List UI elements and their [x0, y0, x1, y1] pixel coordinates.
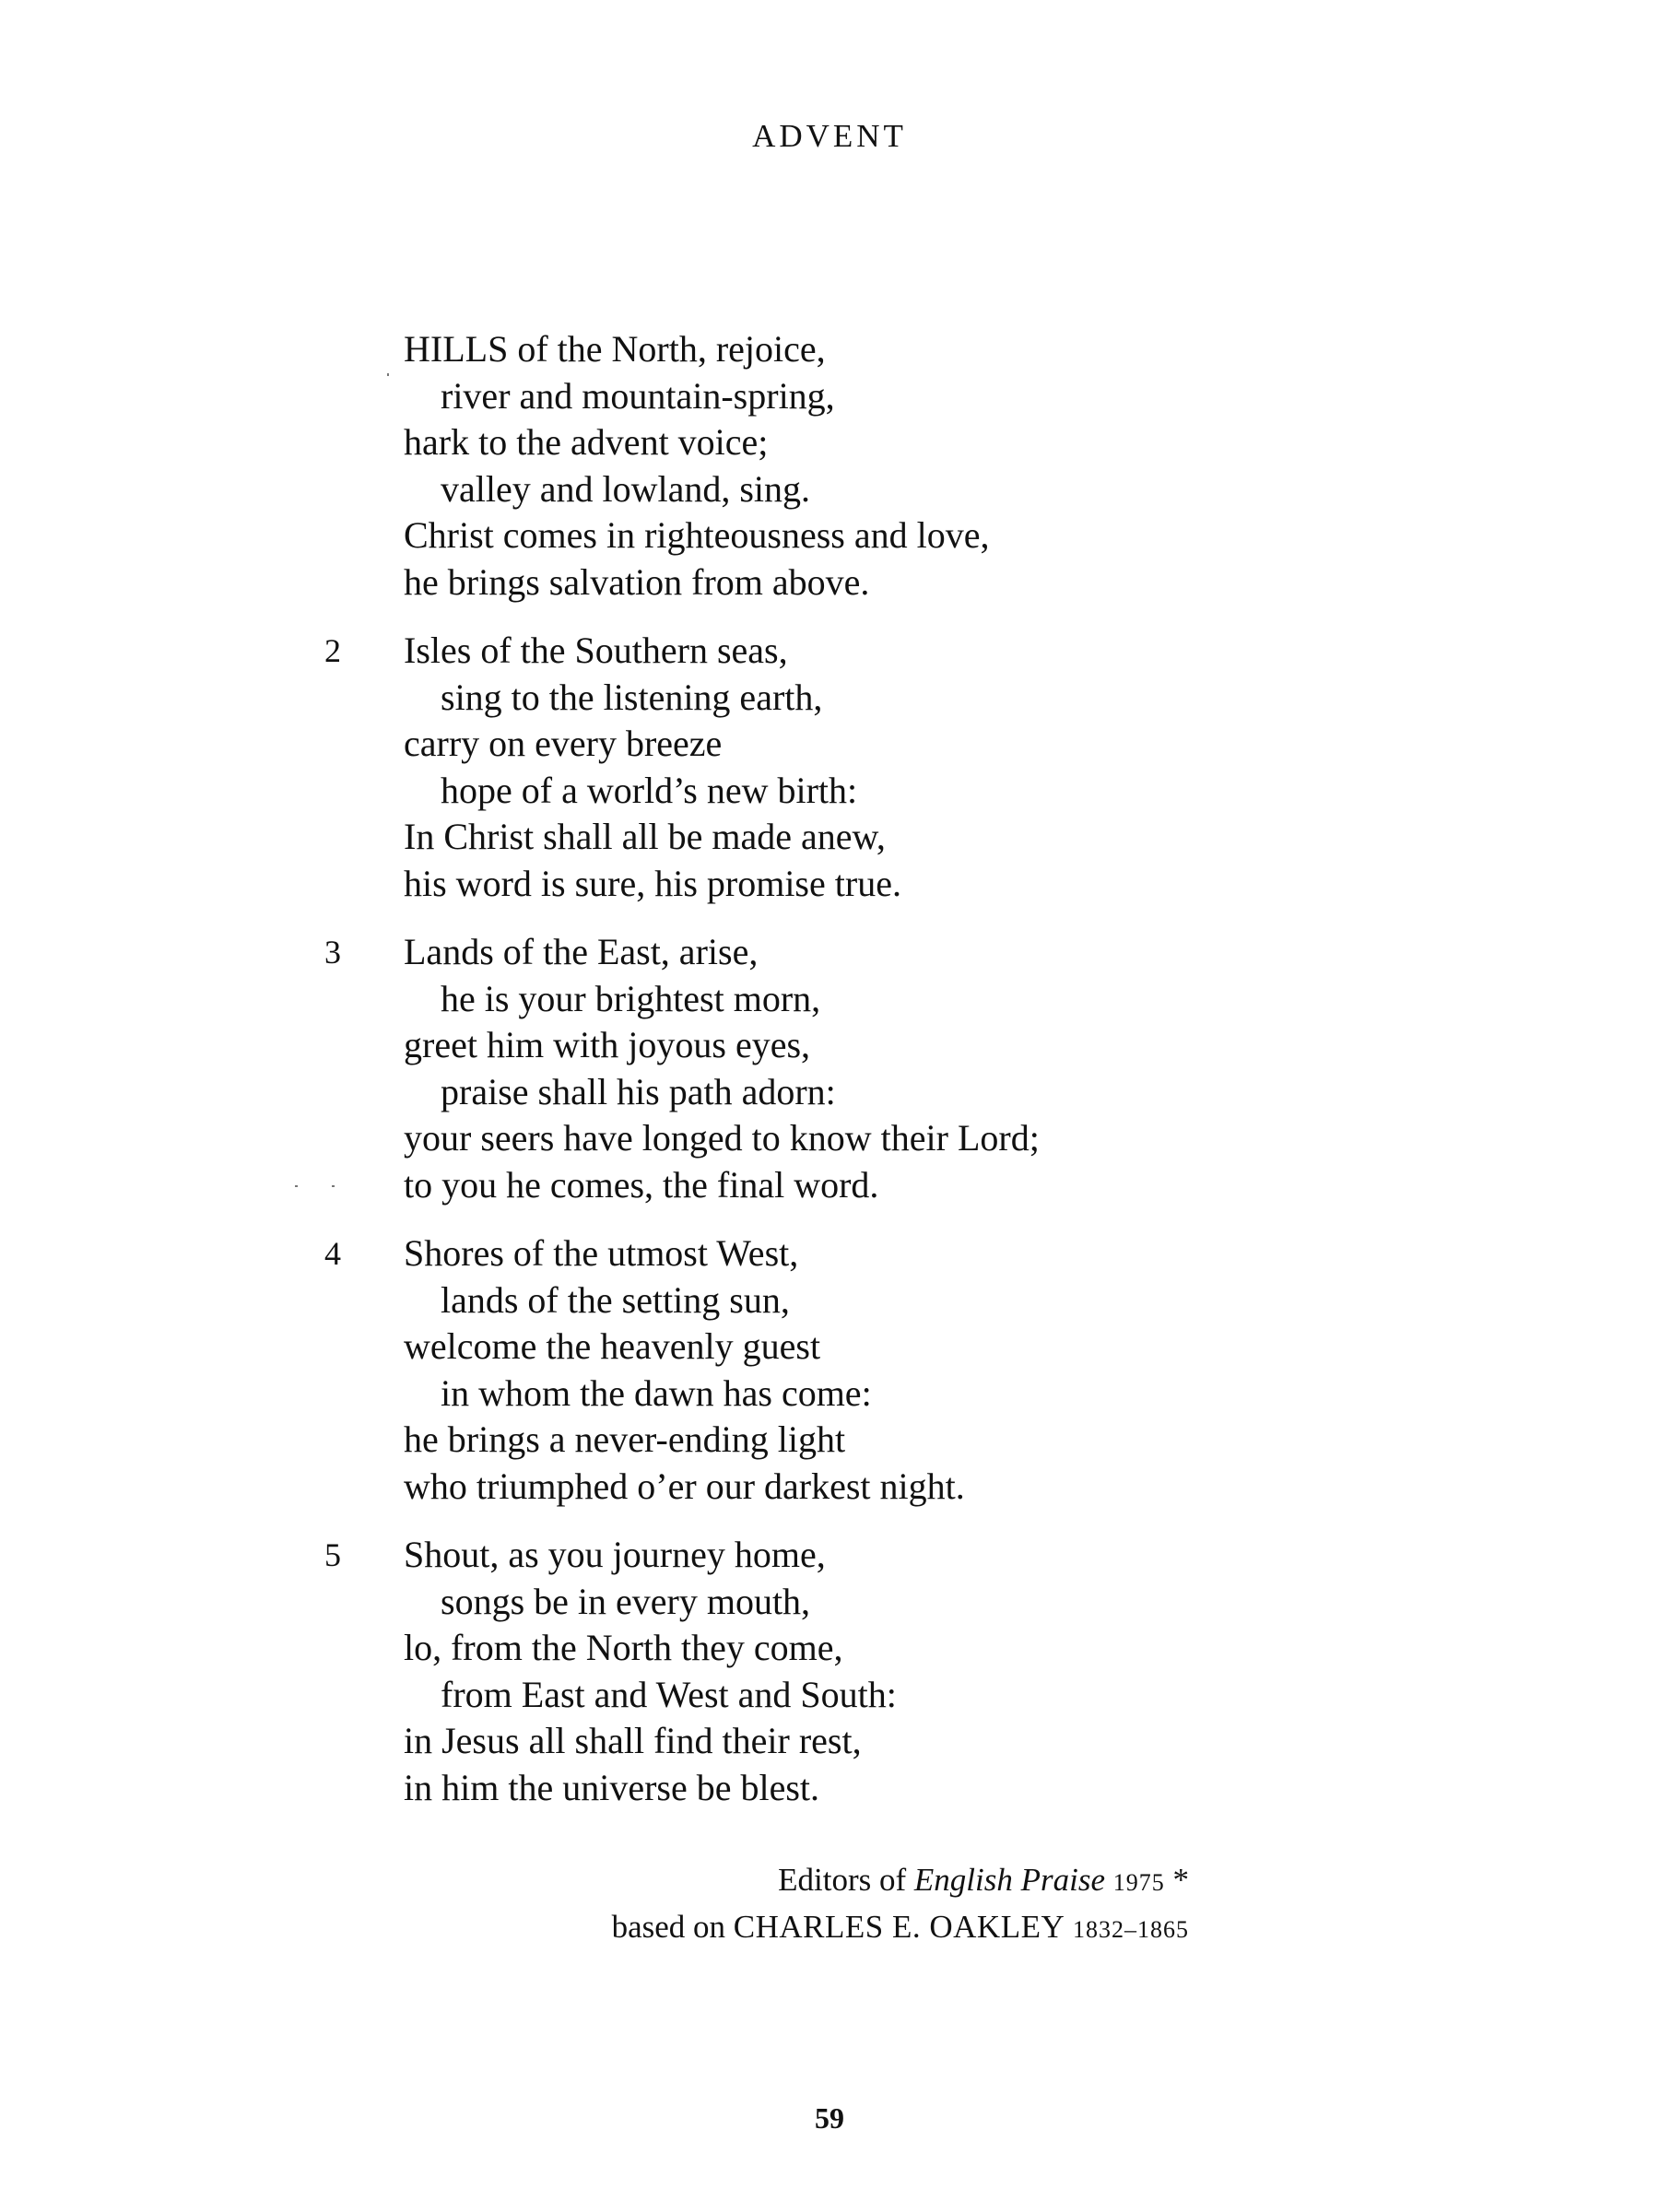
- stanza-5: [324, 1532, 1384, 1811]
- verse-line: who triumphed o’er our darkest night.: [404, 1465, 965, 1507]
- verse-line: to you he comes, the final word.: [404, 1163, 879, 1206]
- verse-line: from East and West and South:: [441, 1673, 897, 1715]
- stanza-2: [324, 628, 1384, 907]
- scan-speck: [387, 373, 389, 376]
- revision-mark: *: [1172, 1862, 1189, 1898]
- verse-line: in Jesus all shall find their rest,: [404, 1720, 862, 1761]
- verse-line: hark to the advent voice;: [404, 421, 769, 463]
- verse-line: carry on every breeze: [404, 723, 723, 764]
- source-year: 1975: [1112, 1869, 1165, 1896]
- verse-line: he brings salvation from above.: [404, 560, 870, 603]
- stanza-3: [324, 929, 1384, 1208]
- verse-line: sing to the listening earth,: [441, 676, 823, 718]
- verse-line: in him the universe be blest.: [404, 1766, 820, 1808]
- source-title: English Praise: [913, 1862, 1105, 1898]
- scan-speck: [332, 1185, 335, 1187]
- attribution-editors: [612, 1858, 1189, 1905]
- verse-line: praise shall his path adorn:: [441, 1070, 836, 1112]
- page-number: 59: [815, 2101, 844, 2135]
- verse-line: HILLS of the North, rejoice,: [404, 328, 826, 370]
- author-name: CHARLES E. OAKLEY: [733, 1909, 1065, 1945]
- verse-line: hope of a world’s new birth:: [441, 769, 858, 811]
- stanza-number: 5: [324, 1536, 341, 1573]
- verse-line: lands of the setting sun,: [441, 1278, 790, 1321]
- stanza-number: 3: [324, 934, 341, 971]
- stanza-number: 2: [324, 632, 341, 669]
- verse-line: Lands of the East, arise,: [404, 931, 759, 972]
- verse-line: greet him with joyous eyes,: [404, 1024, 811, 1065]
- verse-line: In Christ shall all be made anew,: [404, 816, 886, 857]
- verse-line: in whom the dawn has come:: [441, 1371, 872, 1414]
- verse-line: he is your brightest morn,: [441, 977, 821, 1019]
- verse-line: welcome the heavenly guest: [404, 1325, 821, 1367]
- attribution: [612, 1858, 1189, 1952]
- running-head: ADVENT: [752, 118, 907, 154]
- verse-line: Shout, as you journey home,: [404, 1534, 826, 1575]
- verse-line: his word is sure, his promise true.: [404, 862, 901, 904]
- author-years: 1832–1865: [1073, 1916, 1189, 1943]
- verse-line: Shores of the utmost West,: [404, 1232, 799, 1274]
- attribution-prefix: Editors of: [778, 1862, 907, 1898]
- stanza-number: 4: [324, 1235, 341, 1272]
- scan-speck: [295, 1185, 298, 1187]
- verse-line: river and mountain-spring,: [441, 374, 835, 417]
- verse-line: lo, from the North they come,: [404, 1627, 843, 1668]
- verse-line: valley and lowland, sing.: [441, 467, 811, 510]
- attribution-based-on: based on: [611, 1909, 726, 1945]
- verse-line: your seers have longed to know their Lord;: [404, 1117, 1040, 1159]
- stanza-1: [324, 326, 1384, 606]
- attribution-original: [612, 1905, 1189, 1952]
- verse-line: he brings a never-ending light: [404, 1418, 846, 1460]
- hymn-text: [324, 326, 1384, 1833]
- verse-line: Isles of the Southern seas,: [404, 629, 788, 671]
- stanza-4: [324, 1230, 1384, 1510]
- verse-line: songs be in every mouth,: [441, 1580, 811, 1622]
- verse-line: Christ comes in righteousness and love,: [404, 514, 990, 556]
